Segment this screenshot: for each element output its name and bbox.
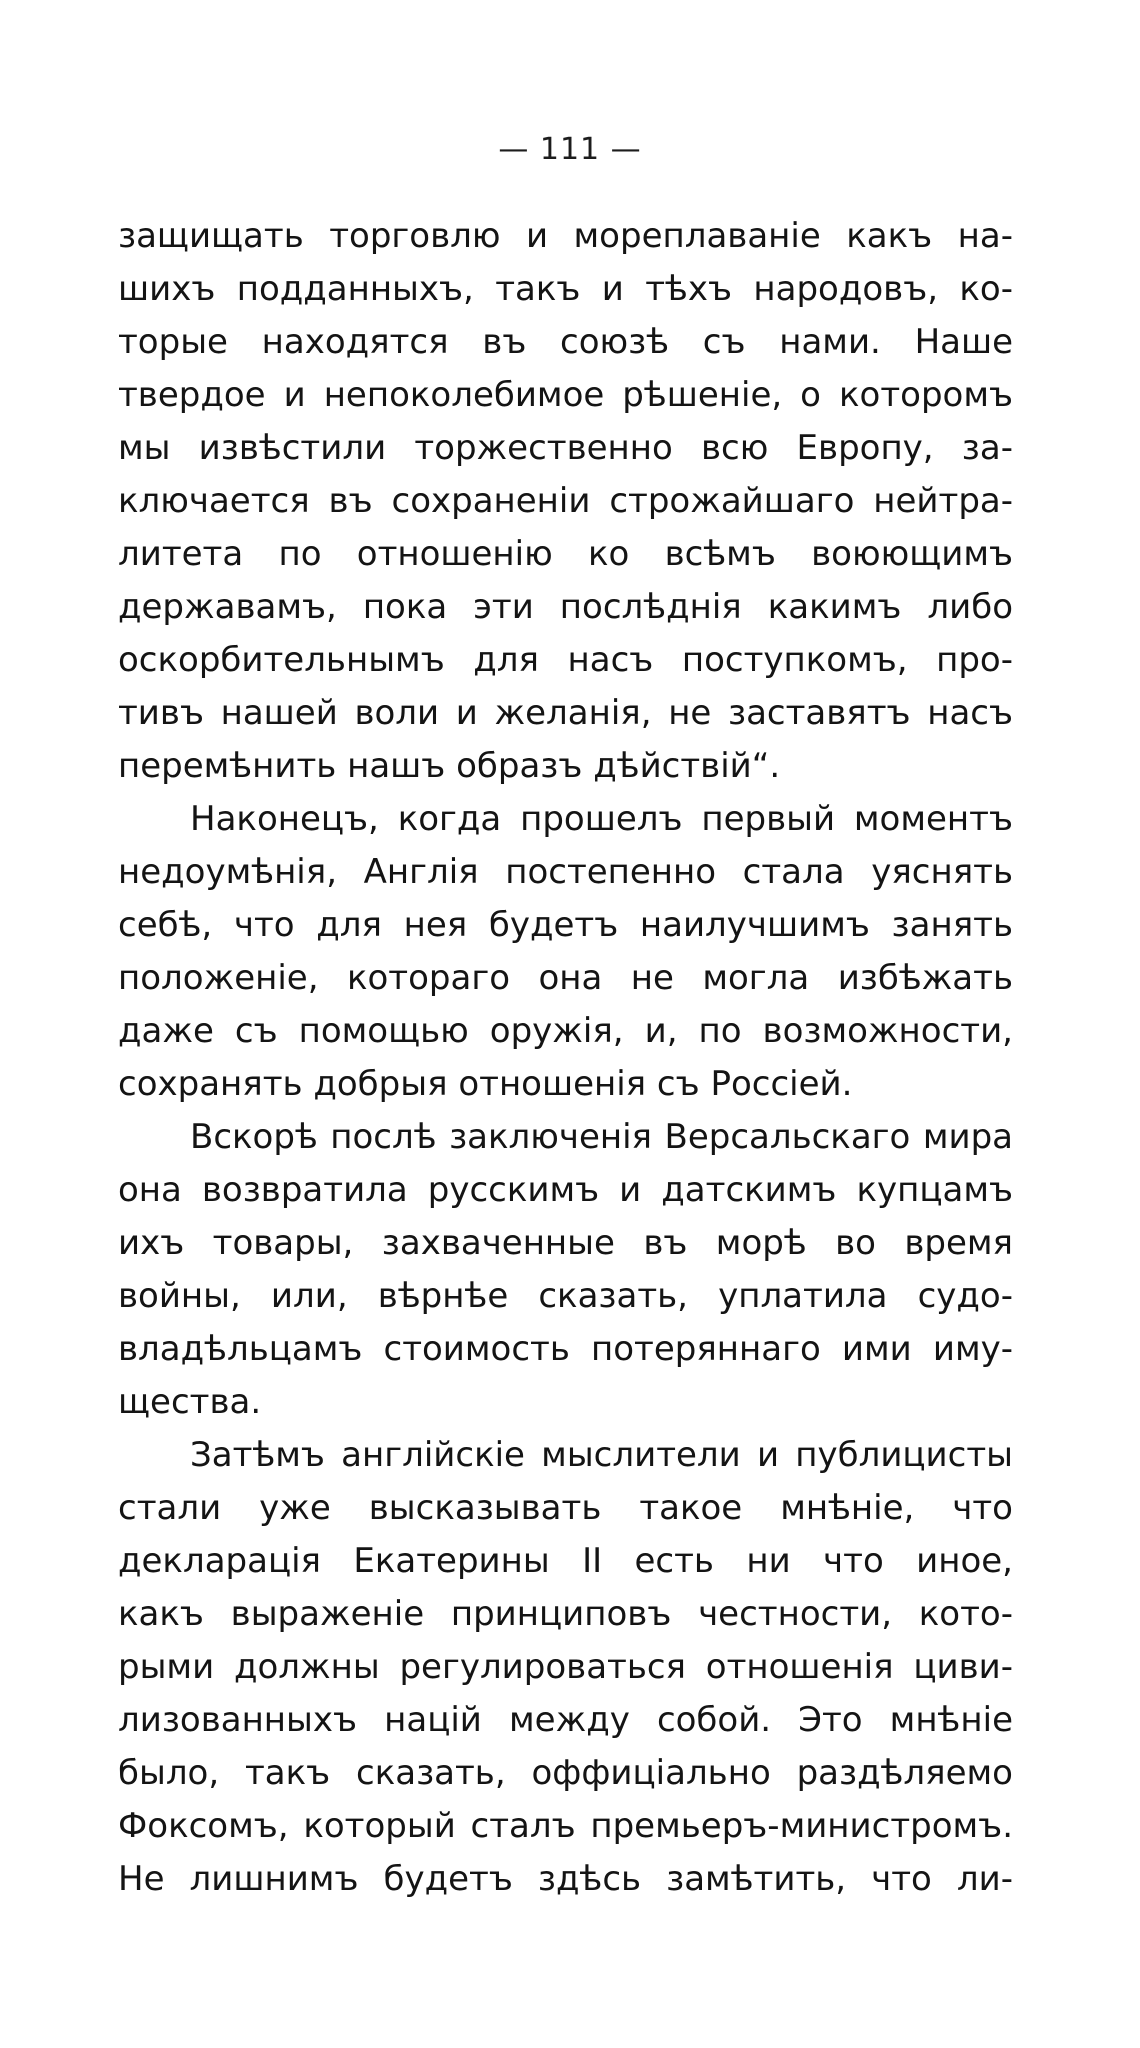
text-line: войны, или, вѣрнѣе сказать, уплатила судо- <box>118 1276 1013 1316</box>
text-line: лизованныхъ націй между собой. Это мнѣніе <box>118 1700 1013 1740</box>
text-line: ихъ товары, захваченные въ морѣ во время <box>118 1223 1013 1263</box>
paragraph <box>118 1429 1013 1906</box>
text-line: она возвратила русскимъ и датскимъ купцамъ <box>118 1170 1013 1210</box>
page-number: — 111 — <box>498 132 642 167</box>
text-line: недоумѣнія, Англія постепенно стала уяснять <box>118 852 1013 892</box>
text-line: ключается въ сохраненіи строжайшаго нейтра- <box>118 481 1013 521</box>
text-line: державамъ, пока эти послѣднія какимъ либо <box>118 587 1013 627</box>
text-line: Затѣмъ англійскіе мыслители и публицисты <box>190 1435 1013 1475</box>
text-line: было, такъ сказать, оффиціально раздѣляемо <box>118 1753 1013 1793</box>
text-line: твердое и непоколебимое рѣшеніе, о которомъ <box>118 375 1013 415</box>
text-line: даже съ помощью оружія, и, по возможности, <box>118 1011 1013 1051</box>
text-line: торые находятся въ союзѣ съ нами. Наше <box>118 322 1013 362</box>
paragraph <box>118 210 1013 793</box>
text-line: себѣ, что для нея будетъ наилучшимъ занять <box>118 905 1013 945</box>
text-line: сохранять добрыя отношенія съ Россіей. <box>118 1064 853 1104</box>
text-line: стали уже высказывать такое мнѣніе, что <box>118 1488 1013 1528</box>
text-line: декларація Екатерины II есть ни что иное, <box>118 1541 1013 1581</box>
text-line: защищать торговлю и мореплаваніе какъ на- <box>118 216 1013 256</box>
text-line: владѣльцамъ стоимость потеряннаго ими иму- <box>118 1329 1013 1369</box>
text-line: перемѣнить нашъ образъ дѣйствій“. <box>118 746 781 786</box>
text-line: оскорбительнымъ для насъ поступкомъ, про- <box>118 640 1013 680</box>
text-line: тивъ нашей воли и желанія, не заставятъ насъ <box>118 693 1013 733</box>
text-line: Фоксомъ, который сталъ премьеръ-министромъ. <box>118 1806 1013 1846</box>
text-line: Вскорѣ послѣ заключенія Версальскаго мира <box>190 1117 1013 1157</box>
text-line: рыми должны регулироваться отношенія циви- <box>118 1647 1013 1687</box>
paragraph <box>118 1111 1013 1429</box>
paragraph <box>118 793 1013 1111</box>
text-line: мы извѣстили торжественно всю Европу, за- <box>118 428 1013 468</box>
text-line: литета по отношенію ко всѣмъ воюющимъ <box>118 534 1013 574</box>
text-line: щества. <box>118 1382 262 1422</box>
text-line: Наконецъ, когда прошелъ первый моментъ <box>190 799 1013 839</box>
text-line: какъ выраженіе принциповъ честности, кото- <box>118 1594 1013 1634</box>
text-line: положеніе, котораго она не могла избѣжать <box>118 958 1013 998</box>
body-text <box>118 210 1013 1906</box>
text-line: шихъ подданныхъ, такъ и тѣхъ народовъ, ко- <box>118 269 1013 309</box>
text-line: Не лишнимъ будетъ здѣсь замѣтить, что ли- <box>118 1859 1013 1899</box>
